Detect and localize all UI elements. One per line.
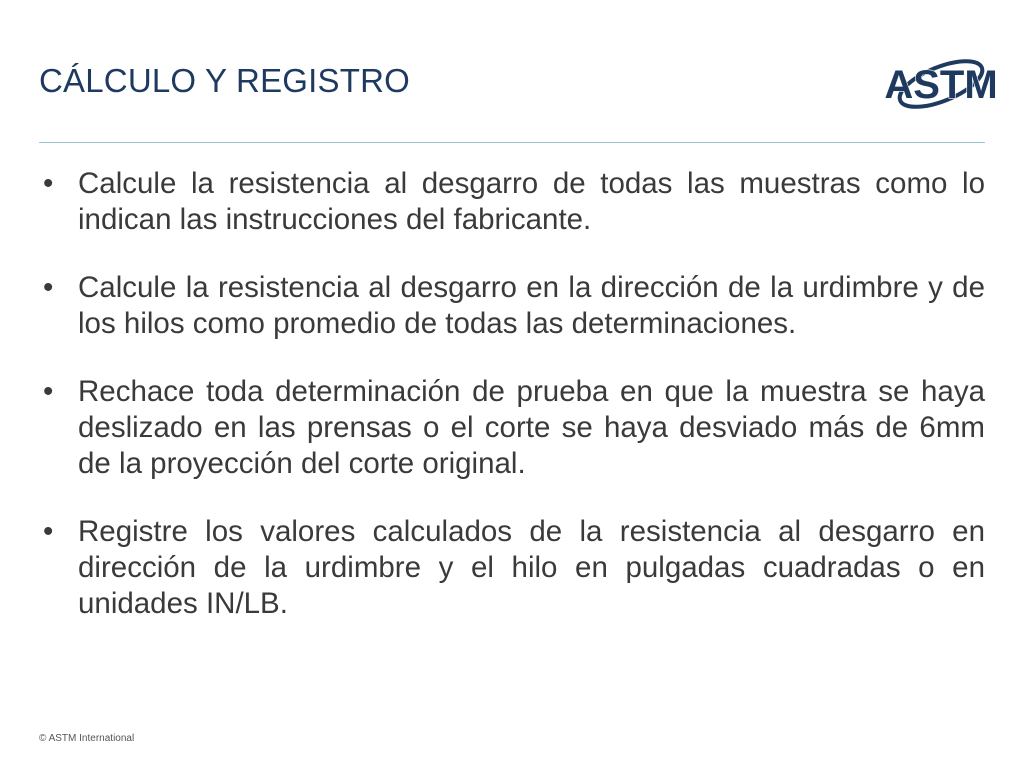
- logo-text: ASTM: [884, 63, 998, 107]
- bullet-item: [39, 514, 985, 622]
- bullet-list: [39, 166, 985, 654]
- bullet-item: [39, 166, 985, 238]
- copyright-footer: © ASTM International: [39, 733, 135, 744]
- bullet-text: Calcule la resistencia al desgarro de todas las muestras como lo indican las instrucciones del fabricante.: [78, 167, 985, 236]
- bullet-dot: •: [43, 515, 54, 548]
- bullet-text: Registre los valores calculados de la resistencia al desgarro en dirección de la urdimbre y el hilo en pulgadas cuadradas o en unidades IN/LB.: [78, 515, 985, 620]
- bullet-dot: •: [43, 167, 54, 200]
- title-divider: [39, 142, 985, 143]
- bullet-dot: •: [43, 271, 54, 304]
- bullet-text: Calcule la resistencia al desgarro en la dirección de la urdimbre y de los hilos como promedio de todas las determinaciones.: [78, 271, 985, 340]
- bullet-dot: •: [43, 375, 54, 408]
- bullet-item: [39, 374, 985, 482]
- astm-logo: [884, 48, 998, 120]
- bullet-text: Rechace toda determinación de prueba en que la muestra se haya deslizado en las prensas o el corte se haya desviado más de 6mm de la proyección del corte original.: [78, 375, 985, 480]
- bullet-item: [39, 270, 985, 342]
- slide-title: CÁLCULO Y REGISTRO: [39, 62, 410, 99]
